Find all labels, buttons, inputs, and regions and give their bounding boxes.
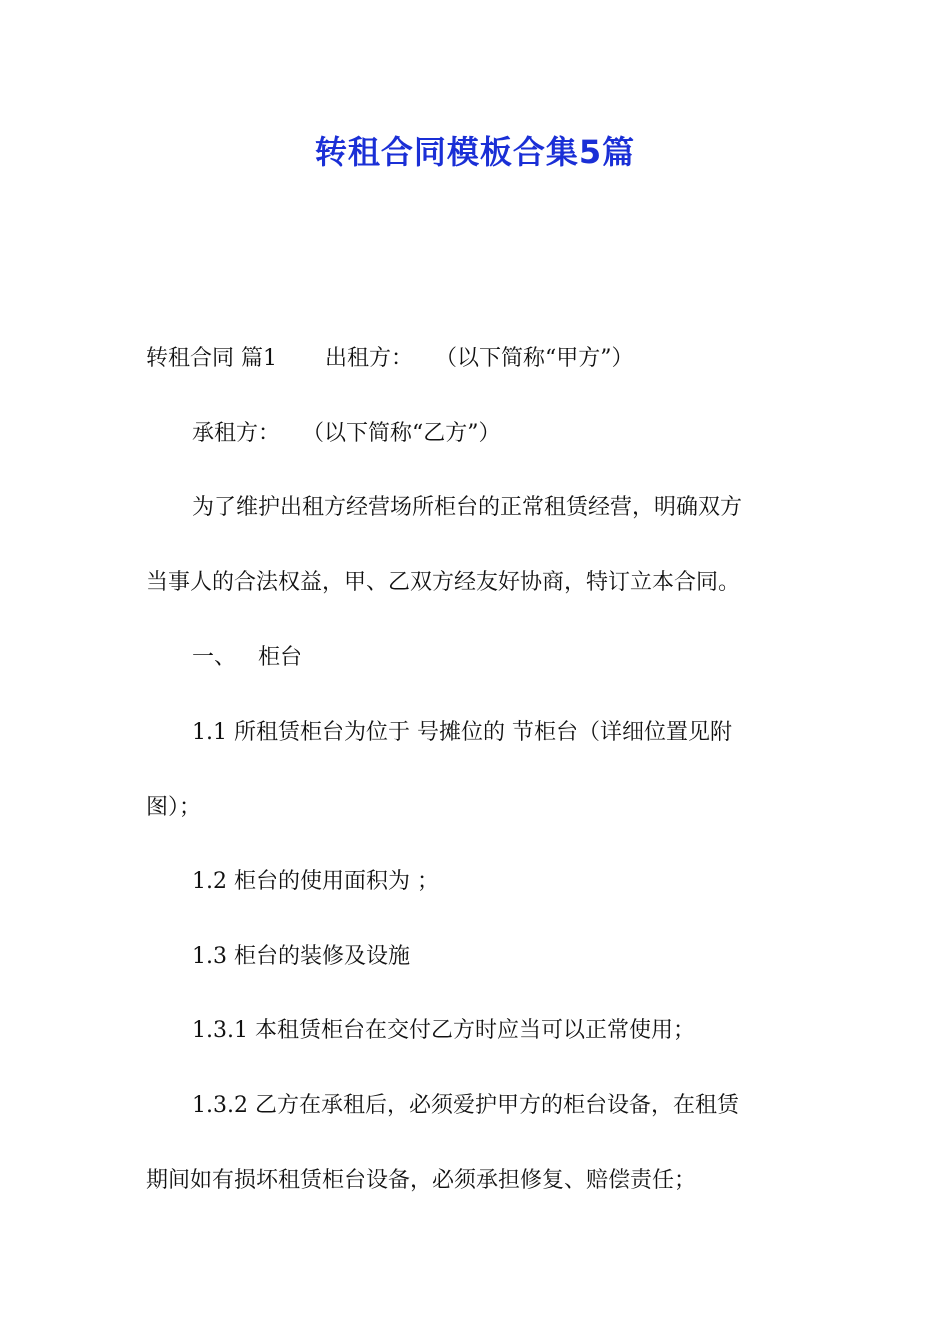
lessee-alias: （以下简称“乙方”） (302, 421, 501, 446)
clause-line: 1.3 柜台的装修及设施 (192, 944, 410, 969)
lessor-label: 出租方： (325, 346, 414, 371)
clause-line: 1.3.2 乙方在承租后，必须爱护甲方的柜台设备，在租赁 (192, 1093, 739, 1118)
lessee-line (146, 419, 862, 449)
section-title: 柜台 (258, 645, 303, 670)
clause-line: 期间如有损坏租赁柜台设备，必须承担修复、赔偿责任； (146, 1168, 697, 1193)
lessor-alias: （以下简称“甲方”） (435, 346, 634, 371)
section-heading (146, 643, 862, 673)
clause-line: 图）； (146, 795, 202, 820)
contract-heading-line (146, 344, 816, 374)
section-number: 一、 (192, 645, 237, 670)
clause-line: 1.2 柜台的使用面积为 ； (192, 869, 439, 894)
clause-line: 1.1 所租赁柜台为位于 号摊位的 节柜台（详细位置见附 (192, 720, 732, 745)
paragraph-line: 当事人的合法权益，甲、乙双方经友好协商，特订立本合同。 (146, 570, 741, 595)
paragraph-line: 为了维护出租方经营场所柜台的正常租赁经营，明确双方 (192, 495, 743, 520)
lessee-label: 承租方： (192, 421, 281, 446)
contract-number: 转租合同 篇1 (146, 346, 277, 371)
clause-line: 1.3.1 本租赁柜台在交付乙方时应当可以正常使用； (192, 1018, 695, 1043)
document-title: 转租合同模板合集5篇 (314, 133, 636, 171)
